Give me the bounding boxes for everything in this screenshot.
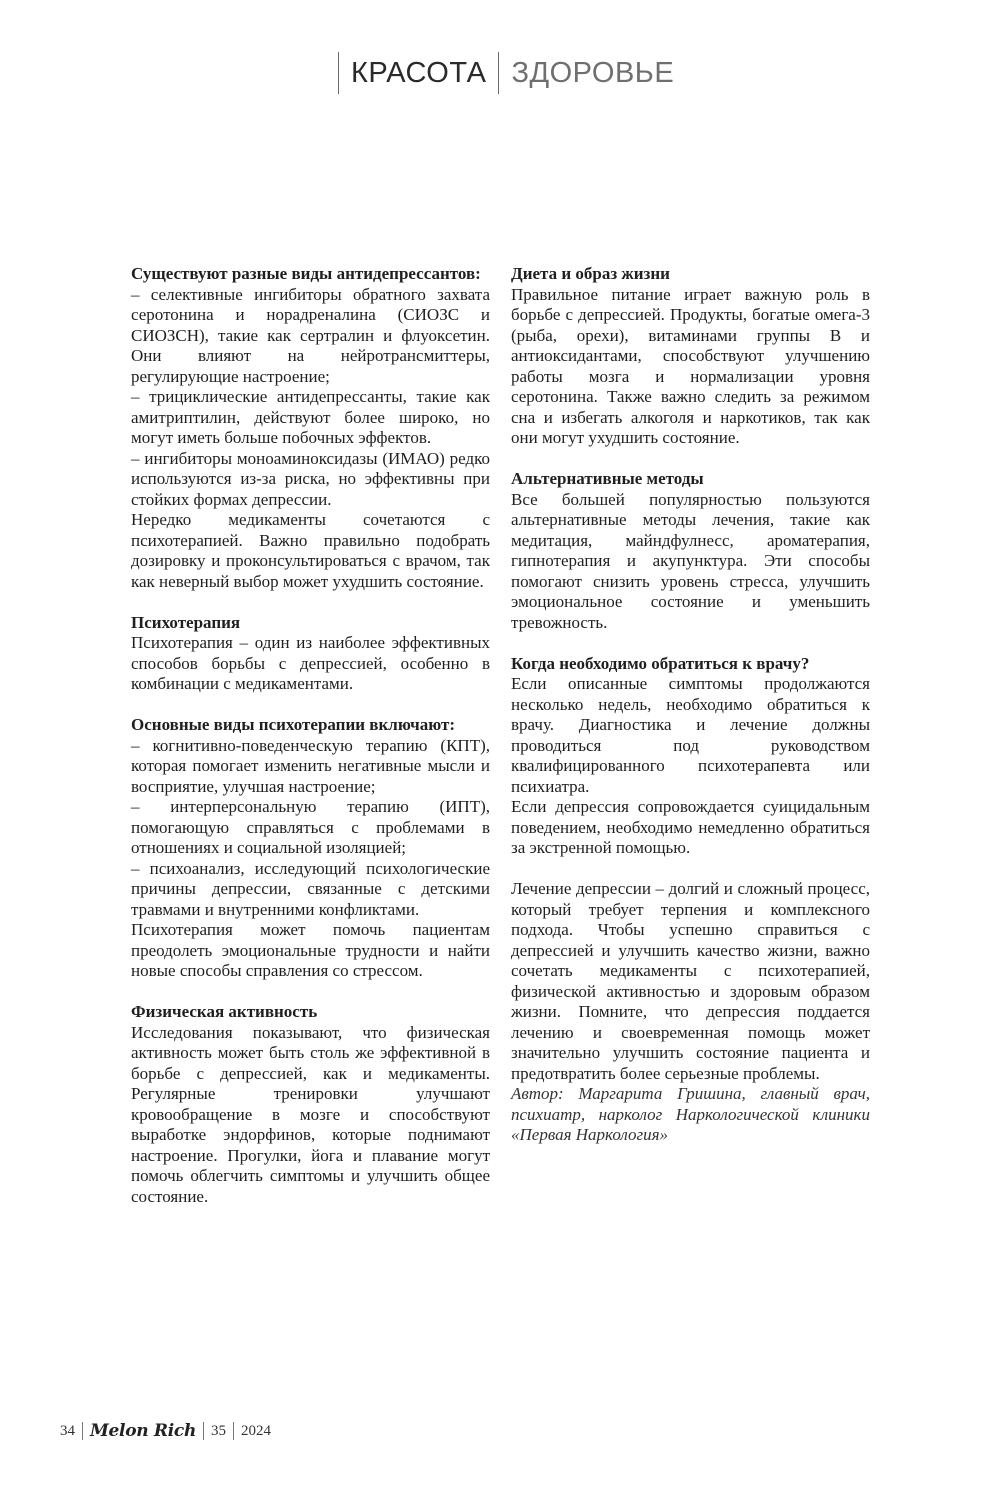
heading-antidepressant-types: Существуют разные виды антидепрессантов: <box>131 264 481 283</box>
footer-divider <box>82 1422 83 1440</box>
paragraph: – селективные ингибиторы обратного захвата серотонина и норадреналина (СИОЗС и СИОЗСН), такие как сертралин и флуоксетин. Они влияют на нейротрансмиттеры, регулирующие настроение; <box>131 284 490 386</box>
section-header <box>338 52 686 94</box>
left-column <box>131 264 490 1207</box>
paragraph: Если депрессия сопровождается суицидальным поведением, необходимо немедленно обратиться за экстренной помощью. <box>511 797 870 857</box>
paragraph: Исследования показывают, что физическая активность может быть столь же эффективной в борьбе с депрессией, как и медикаменты. Регулярные тренировки улучшают кровообращение в мозге и способствуют выработке эндорфинов, которые поднимают настроение. Прогулки, йога и плавание могут помочь облегчить симптомы и улучшить общее состояние. <box>131 1022 490 1206</box>
heading-psychotherapy-types: Основные виды психотерапии включают: <box>131 715 456 734</box>
author-signature: Автор: Маргарита Гришина, главный врач, психиатр, нарколог Наркологической клиники «Первая Наркология» <box>511 1084 870 1144</box>
page-number: 34 <box>60 1422 75 1439</box>
heading-when-to-see-doctor: Когда необходимо обратиться к врачу? <box>511 653 810 673</box>
magazine-logo: Melon Rich <box>90 1421 197 1441</box>
paragraph: Психотерапия – один из наиболее эффективных способов борьбы с депрессией, особенно в комбинации с медикаментами. <box>131 633 490 693</box>
paragraph: Если описанные симптомы продолжаются несколько недель, необходимо обратиться к врачу. Диагностика и лечение должны проводиться под руководством квалифицированного психотерапевта или психиатра. <box>511 674 870 796</box>
paragraph: – когнитивно-поведенческую терапию (КПТ), которая помогает изменить негативные мысли и восприятие, улучшая настроение; <box>131 735 490 796</box>
paragraph: Лечение депрессии – долгий и сложный процесс, который требует терпения и комплексного подхода. Чтобы успешно справиться с депрессией и улучшить качество жизни, важно сочетать медикаменты с психотерапией, физической активностью и здоровым образом жизни. Помните, что депрессия поддается лечению и своевременная помощь может значительно улучшить состояние пациента и предотвратить более серьезные проблемы. <box>511 879 870 1083</box>
issue-number: 35 <box>211 1422 227 1439</box>
paragraph: – трициклические антидепрессанты, такие как амитриптилин, действуют более широко, но могут иметь больше побочных эффектов. <box>131 387 490 447</box>
heading-alternative-methods: Альтернативные методы <box>511 469 704 488</box>
paragraph: – интерперсональную терапию (ИПТ), помогающую справляться с проблемами в отношениях и социальной изоляцией; <box>131 797 490 857</box>
heading-diet-lifestyle: Диета и образ жизни <box>511 264 670 283</box>
right-column <box>511 264 870 1146</box>
paragraph: Нередко медикаменты сочетаются с психотерапией. Важно правильно подобрать дозировку и проконсультироваться с врачом, так как неверный выбор может ухудшить состояние. <box>131 510 490 591</box>
footer-divider <box>203 1422 204 1440</box>
issue-year: 2024 <box>241 1422 272 1439</box>
paragraph: Психотерапия может помочь пациентам преодолеть эмоциональные трудности и найти новые способы справления со стрессом. <box>131 920 490 980</box>
paragraph: – психоанализ, исследующий психологические причины депрессии, связанные с детскими травмами и внутренними конфликтами. <box>131 858 490 919</box>
header-section: КРАСОТА <box>351 57 487 89</box>
heading-physical-activity: Физическая активность <box>131 1002 318 1021</box>
paragraph: Правильное питание играет важную роль в борьбе с депрессией. Продукты, богатые омега-3 (рыба, орехи), витаминами группы В и антиоксидантами, способствуют улучшению работы мозга и нормализации уровня серотонина. Также важно следить за режимом сна и избегать алкоголя и наркотиков, так как они могут ухудшить состояние. <box>511 284 870 447</box>
paragraph: Все большей популярностью пользуются альтернативные методы лечения, такие как медитация, майндфулнесс, ароматерапия, гипнотерапия и акупунктура. Эти способы помогают снизить уровень стресса, улучшить эмоциональное состояние и уменьшить тревожность. <box>511 489 870 632</box>
header-subsection: ЗДОРОВЬЕ <box>511 57 675 89</box>
heading-psychotherapy: Психотерапия <box>131 612 241 632</box>
page-footer <box>60 1420 271 1442</box>
paragraph: – ингибиторы моноаминоксидазы (ИМАО) редко используются из-за риска, но эффективны при стойких формах депрессии. <box>131 448 490 509</box>
footer-divider <box>233 1422 234 1440</box>
